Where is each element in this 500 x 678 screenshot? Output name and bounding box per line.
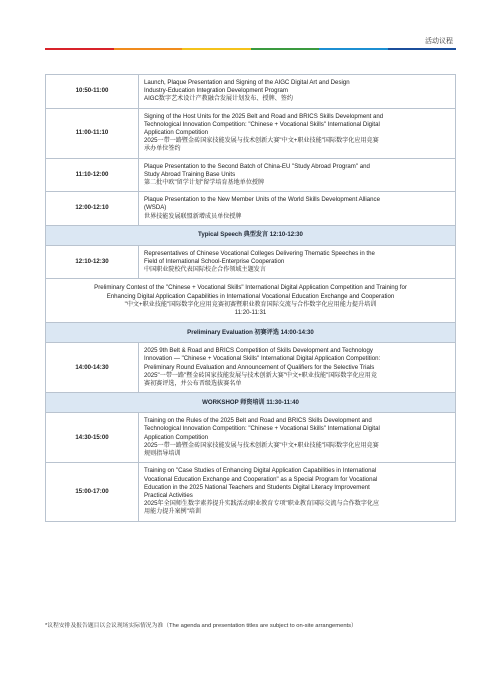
agenda-section-header (46, 393, 456, 413)
stripe-segment (319, 48, 388, 50)
agenda-time: 10:50-11:00 (46, 75, 139, 109)
agenda-content-line: Innovation — "Chinese + Vocational Skills" International Digital Application Competition: (144, 355, 381, 363)
agenda-content-line: 世界技能发展联盟新增成员单位授牌 (144, 212, 242, 220)
agenda-content-line: Application Competition (144, 129, 209, 137)
full-row-line: "中文+职业技能"国际数字化应用竞赛初赛暨职业教育国际交流与合作数字化应用能力提升培训 (124, 300, 377, 308)
agenda-content (139, 192, 456, 226)
agenda-page (45, 74, 456, 522)
agenda-section-header (46, 225, 456, 245)
agenda-content-line: 2025一带一路暨金砖国家技能发展与技术创新大赛"中文+职业技能"国际数字化应用竞赛 (144, 441, 379, 449)
agenda-time: 14:30-15:00 (46, 413, 139, 463)
agenda-time: 11:00-11:10 (46, 108, 139, 158)
color-stripe-divider (45, 48, 456, 50)
agenda-row (46, 75, 456, 109)
agenda-content-line: 第二批中欧"留学计划"留学培育基地单位授牌 (144, 179, 265, 187)
agenda-row (46, 413, 456, 463)
agenda-content-line: Preliminary Round Evaluation and Announcement of Qualifiers for the Selective Trials (144, 363, 375, 371)
agenda-content-line: 中国职业院校代表国际校企合作领域主题发言 (144, 266, 266, 274)
full-row-line: Preliminary Contest of the "Chinese + Vocational Skills" International Digital Application Competition and Training for (94, 284, 407, 292)
stripe-segment (388, 48, 457, 50)
agenda-row (46, 158, 456, 192)
agenda-content-line: 承办单位签约 (144, 145, 181, 153)
agenda-content (139, 463, 456, 521)
agenda-content-line: Training on "Case Studies of Enhancing Digital Application Capabilities in International (144, 467, 377, 475)
agenda-content (139, 343, 456, 393)
agenda-content-line: Practical Activities (144, 491, 193, 499)
agenda-content-line: 2025 9th Belt & Road and BRICS Competition of Skills Development and Technology (144, 347, 373, 355)
agenda-time: 12:10-12:30 (46, 245, 139, 279)
full-row-line: Enhancing Digital Application Capabilities in International Vocational Education Exchange and Cooperation (106, 292, 395, 300)
agenda-content-line: (WSDA) (144, 204, 167, 212)
section-title: Typical Speech 典型发言 12:10-12:30 (46, 225, 456, 245)
agenda-row (46, 245, 456, 279)
agenda-content-line: Plaque Presentation to the Second Batch of China-EU "Study Abroad Program" and (144, 162, 370, 170)
stripe-segment (45, 48, 114, 50)
agenda-content (139, 158, 456, 192)
agenda-row (46, 343, 456, 393)
agenda-content-line: 用能力提升案例"培训 (144, 508, 202, 516)
agenda-content-line: Representatives of Chinese Vocational Colleges Delivering Thematic Speeches in the (144, 249, 375, 257)
agenda-content-line: 赛初赛评选，并公布晋级选拔赛名单 (144, 380, 242, 388)
agenda-row (46, 192, 456, 226)
agenda-content-line: Education in the 2025 National Teachers and Students Digital Literacy Improvement (144, 483, 370, 491)
agenda-section-header (46, 323, 456, 343)
stripe-segment (182, 48, 251, 50)
section-title: Preliminary Evaluation 初赛评选 14:00-14:30 (46, 323, 456, 343)
agenda-content (139, 108, 456, 158)
agenda-content-line: Launch, Plaque Presentation and Signing of the AIGC Digital Art and Design (144, 79, 350, 86)
agenda-content-line: Plaque Presentation to the New Member Units of the World Skills Development Alliance (144, 196, 380, 204)
full-row-line: 11:20-11:31 (234, 309, 267, 317)
agenda-content-line: Study Abroad Training Base Units (144, 170, 236, 178)
agenda-time: 12:00-12:10 (46, 192, 139, 226)
agenda-time: 15:00-17:00 (46, 463, 139, 521)
agenda-time: 11:10-12:00 (46, 158, 139, 192)
agenda-footnote: *议程安排及报告题目以会议现场实际情况为准（The agenda and presentation titles are subject to on-site arrangements） (45, 623, 357, 629)
page-header-title: 活动议程 (425, 38, 453, 45)
stripe-segment (251, 48, 320, 50)
agenda-content-line: 规则指导培训 (144, 450, 181, 458)
stripe-segment (114, 48, 183, 50)
agenda-content (139, 245, 456, 279)
agenda-content-line: Technological Innovation Competition: "Chinese + Vocational Skills" International Digital (144, 120, 380, 128)
full-row-content (46, 279, 456, 323)
agenda-content-line: 2025"一带一路"暨金砖国家技能发展与技术创新大赛"中文+职业技能"国际数字化应用竞 (144, 371, 377, 379)
agenda-content-line: Field of International School-Enterprise Cooperation (144, 258, 285, 266)
agenda-content-line: 2025一带一路暨金砖国家技能发展与技术创新大赛"中文+职业技能"国际数字化应用竞赛 (144, 137, 379, 145)
agenda-content-line: Industry-Education Integration Development Program (144, 87, 288, 95)
agenda-content-line: Signing of the Host Units for the 2025 Belt and Road and BRICS Skills Development and (144, 112, 384, 120)
agenda-content-line: Technological Innovation Competition: "Chinese + Vocational Skills" International Digital (144, 425, 380, 433)
agenda-row (46, 463, 456, 521)
agenda-content-line: AIGC数字艺术设计产教融合发展计划发布、授牌、签约 (144, 95, 293, 103)
agenda-table (45, 74, 456, 522)
agenda-content-line: Application Competition (144, 433, 209, 441)
agenda-full-width-row (46, 279, 456, 323)
agenda-content-line: 2025年全国师生数字素养提升实践活动职业教育专项"职业教育国际交流与合作数字化应 (144, 500, 380, 508)
agenda-content-line: Vocational Education Exchange and Cooperation" as a Special Program for Vocational (144, 475, 378, 483)
agenda-row (46, 108, 456, 158)
agenda-content-line: Training on the Rules of the 2025 Belt and Road and BRICS Skills Development and (144, 417, 372, 425)
agenda-time: 14:00-14:30 (46, 343, 139, 393)
agenda-content (139, 75, 456, 109)
agenda-content (139, 413, 456, 463)
section-title: WORKSHOP 师资培训 11:30-11:40 (46, 393, 456, 413)
